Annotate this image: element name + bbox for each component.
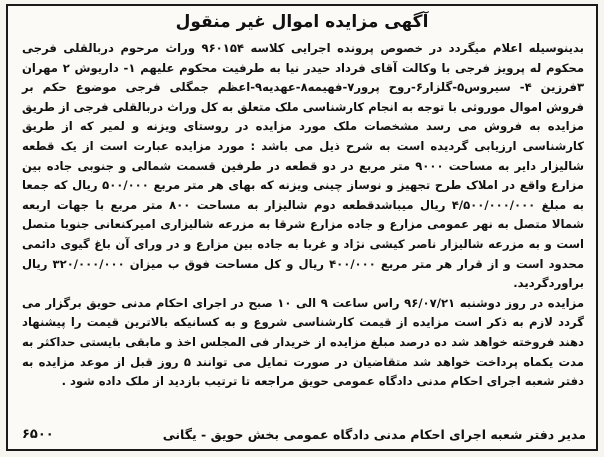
notice-body (22, 39, 584, 392)
notice-paragraph-auction-details: بدینوسیله اعلام میگردد در خصوص پرونده اجرایی کلاسه ۹۶۰۱۵۴ وراث مرحوم دربالقلی فرجی محکوم له پرویز فرجی با وکالت آقای فرداد حیدر نیا به طرفیت محکوم علیهم ۱- داریوش ۲ مهران ۳فرزین ۴- سیروس۵-گلزار۶-روح پرور۷-فهیمه۸-عهدیه۹-اعظم جمگلی فرجی موضوع حکم بر فروش اموال موروثی با توجه به انجام کارشناسی ملک متعلق به کل وراث دربالقلی فرجی از طریق مزایده به فروش می رسد مشخصات ملک مورد مزایده در روستای ویزنه و لمیر که از طریق کارشناسی ارزیابی گردیده است به شرح ذیل می باشد : مورد مزایده عبارت است از یک قطعه شالیزار دایر به مساحت ۹۰۰۰ متر مربع در دو قطعه در طرفین قسمت شمالی و جنوبی جاده بین مزارع واقع در املاک طرح تجهیز و نوساز چینی ویزنه که بهای هر متر مربع ۵۰۰/۰۰۰ ریال که جمعا به مبلغ ۴/۵۰۰/۰۰۰/۰۰۰ ریال میباشدقطعه دوم شالیزار به مساحت ۸۰۰ متر مربع با جهات اربعه شمالا متصل به نهر عمومی مزارع و جاده مزارع شرقا به مزرعه شالیزاری امیرکنعانی جنوبا متصل است و به مزرعه شالیزار ناصر کیشی نژاد و غربا به جاده بین مزارع و در ورای آن باغ گیوی دائمی محدود است و از قرار هر متر مربع ۴۰۰/۰۰۰ ریال و کل مساحت فوق ب میزان ۳۲۰/۰۰۰/۰۰۰ ریال براوردگردید. (22, 41, 585, 291)
notice-paragraph-auction-terms: مزایده در روز دوشنبه ۹۶/۰۷/۲۱ راس ساعت ۹ الی ۱۰ صبح در اجرای احکام مدنی حویق برگزار می گردد لازم به ذکر است مزایده از قیمت کارشناسی شروع و به کسانیکه بالاترین قیمت را پیشنهاد دهند فروخته خواهد شد ده درصد مبلغ مزایده از خریدار فی المجلس اخذ و مابقی بایستی حداکثر به مدت یکماه پرداخت خواهد شد متقاضیان در صورت تمایل می توانند ۵ روز قبل از موعد مزایده به دفتر شعبه اجرای احکام مدنی دادگاه عمومی حویق مراجعه تا ترتیب بازدید از ملک داده شود . (22, 295, 585, 389)
ad-code-number: ۶۵۰۰ (22, 427, 54, 442)
notice-signature: مدیر دفتر شعبه اجرای احکام مدنی دادگاه عمومی بخش حویق - یگانی (162, 427, 586, 442)
notice-title: آگهی مزایده اموال غیر منقول (175, 12, 429, 32)
notice-footer (18, 424, 586, 446)
notice-border-frame (6, 4, 598, 451)
